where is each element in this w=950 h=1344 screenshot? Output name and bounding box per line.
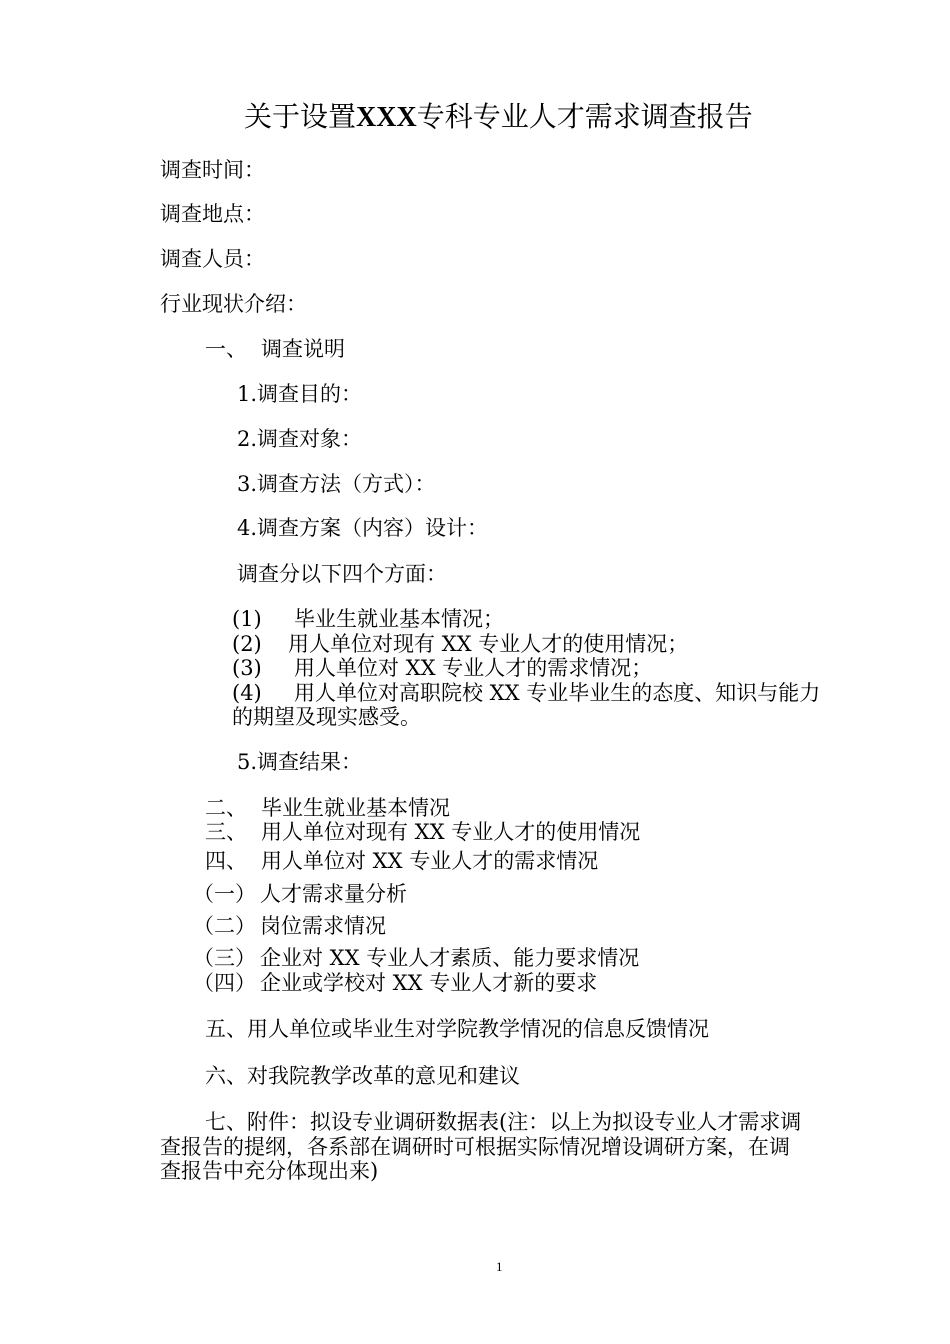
subsection-4-label: 企业或学校对 XX 专业人才新的要求 — [260, 971, 598, 995]
survey-place: 调查地点： — [160, 202, 265, 226]
section1-num: 一、 — [205, 337, 247, 361]
section7-line1: 七、附件：拟设专业调研数据表(注：以上为拟设专业人才需求调 — [205, 1110, 802, 1134]
aspects-intro: 调查分以下四个方面： — [237, 562, 447, 586]
subsection-3 — [193, 946, 639, 970]
aspect-3 — [232, 656, 652, 680]
survey-purpose: 1.调查目的： — [237, 382, 363, 406]
section2-label: 毕业生就业基本情况 — [261, 796, 450, 820]
aspect-2-marker: (2) — [232, 632, 262, 656]
section6-heading: 六、对我院教学改革的意见和建议 — [205, 1064, 520, 1088]
survey-object: 2.调查对象： — [237, 427, 363, 451]
aspect-1-marker: (1) — [232, 607, 262, 631]
section2-num: 二、 — [205, 796, 247, 820]
title-bold: XXX — [356, 102, 417, 133]
section2-heading — [205, 796, 450, 820]
aspect-4-text: 用人单位对高职院校 XX 专业毕业生的态度、知识与能力 — [294, 681, 821, 705]
title-prefix: 关于设置 — [244, 100, 357, 133]
survey-result: 5.调查结果： — [237, 750, 363, 774]
section4-num: 四、 — [205, 849, 247, 873]
subsection-4-num: （四） — [193, 971, 256, 995]
aspect-1-text: 毕业生就业基本情况； — [294, 607, 504, 631]
aspect-2-text: 用人单位对现有 XX 专业人才的使用情况； — [288, 632, 689, 656]
aspect-4 — [232, 681, 820, 705]
section5-heading: 五、用人单位或毕业生对学院教学情况的信息反馈情况 — [205, 1017, 709, 1041]
survey-method: 3.调查方法（方式）： — [237, 472, 436, 496]
aspect-1 — [232, 607, 504, 631]
industry-intro: 行业现状介绍： — [160, 292, 307, 316]
document-title — [244, 101, 753, 134]
section3-heading — [205, 820, 640, 844]
subsection-1-label: 人才需求量分析 — [260, 882, 407, 906]
section4-heading — [205, 849, 598, 873]
section3-num: 三、 — [205, 820, 247, 844]
survey-time: 调查时间： — [160, 158, 265, 182]
subsection-3-num: （三） — [193, 946, 256, 970]
section1-heading — [205, 337, 345, 361]
subsection-2 — [193, 914, 386, 938]
subsection-4 — [193, 971, 597, 995]
subsection-2-label: 岗位需求情况 — [260, 914, 386, 938]
aspect-3-text: 用人单位对 XX 专业人才的需求情况； — [294, 656, 653, 680]
aspect-3-marker: (3) — [232, 656, 262, 680]
section4-label: 用人单位对 XX 专业人才的需求情况 — [261, 849, 599, 873]
survey-people: 调查人员： — [160, 247, 265, 271]
section3-label: 用人单位对现有 XX 专业人才的使用情况 — [261, 820, 641, 844]
title-suffix: 专科专业人才需求调查报告 — [416, 100, 753, 133]
subsection-1-num: （一） — [193, 882, 256, 906]
aspect-4-continued: 的期望及现实感受。 — [232, 705, 421, 729]
aspect-4-marker: (4) — [232, 681, 262, 705]
section1-label: 调查说明 — [261, 337, 345, 361]
subsection-1 — [193, 882, 407, 906]
section7-line3: 查报告中充分体现出来) — [160, 1159, 379, 1183]
aspect-2 — [232, 632, 688, 656]
section7-line2: 查报告的提纲，各系部在调研时可根据实际情况增设调研方案，在调 — [160, 1135, 790, 1159]
subsection-2-num: （二） — [193, 914, 256, 938]
survey-design: 4.调查方案（内容）设计： — [237, 516, 489, 540]
subsection-3-label: 企业对 XX 专业人才素质、能力要求情况 — [260, 946, 640, 970]
page-number: 1 — [496, 1259, 503, 1274]
